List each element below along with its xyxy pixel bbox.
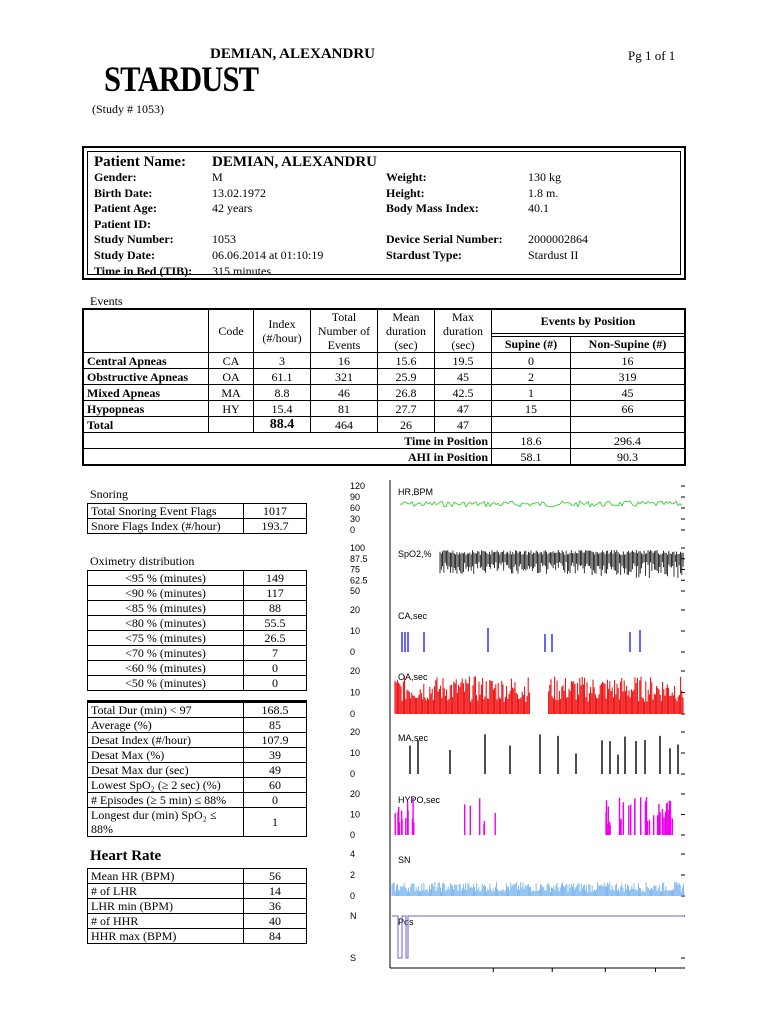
event-name: Obstructive Apneas — [83, 369, 209, 385]
header-patient-name: DEMIAN, ALEXANDRU — [210, 46, 376, 62]
event-name: Central Apneas — [83, 353, 209, 369]
channel-label: Pos — [398, 917, 414, 927]
stat-label: # of LHR — [88, 884, 244, 899]
event-max: 19.5 — [435, 353, 492, 369]
stat-label: Lowest SpO₂ (≥ 2 sec) (%) — [88, 778, 244, 793]
stat-value: 88 — [244, 601, 307, 616]
channel-label: SN — [398, 855, 411, 865]
tick-label: 0 — [350, 830, 356, 840]
stardust-logo: STARDUST — [104, 59, 259, 99]
ahi-in-position-supine: 58.1 — [492, 449, 571, 466]
tick-label: 10 — [350, 748, 361, 758]
event-code — [209, 417, 254, 433]
event-row — [83, 353, 685, 369]
stat-value: 84 — [244, 929, 307, 944]
tick-label: 30 — [350, 514, 361, 524]
stat-label: Mean HR (BPM) — [88, 869, 244, 884]
patient-field-value: 2000002864 — [528, 232, 588, 247]
event-nonsupine: 16 — [571, 353, 686, 369]
ahi-in-position-row — [83, 449, 685, 466]
events-header-mean: Mean duration (sec) — [378, 309, 435, 353]
event-total: 81 — [311, 401, 378, 417]
event-total: 321 — [311, 369, 378, 385]
patient-field-label: Gender: — [94, 170, 137, 184]
patient-field-label: Study Date: — [94, 248, 156, 262]
tick-label: 0 — [350, 891, 356, 901]
tick-label: 0 — [350, 647, 356, 657]
event-index: 3 — [254, 353, 311, 369]
event-mean: 25.9 — [378, 369, 435, 385]
stat-label: <90 % (minutes) — [88, 586, 244, 601]
stat-value: 39 — [244, 748, 307, 763]
stat-row — [88, 519, 307, 534]
patient-field-label: Time in Bed (TIB): — [94, 263, 193, 278]
stat-value: 36 — [244, 899, 307, 914]
stat-value: 0 — [244, 676, 307, 691]
events-header-by-position: Events by Position — [492, 309, 686, 333]
stat-row — [88, 616, 307, 631]
event-nonsupine — [571, 417, 686, 433]
stat-row — [88, 929, 307, 944]
event-row — [83, 401, 685, 417]
event-index: 88.4 — [254, 417, 311, 433]
stat-value: 85 — [244, 718, 307, 733]
events-header-blank — [83, 309, 209, 353]
stat-label: # Episodes (≥ 5 min) ≤ 88% — [88, 793, 244, 808]
patient-field-value: 42 years — [212, 201, 253, 216]
patient-field-value: 1.8 m. — [528, 185, 559, 200]
patient-field-label: Patient Age: — [94, 201, 157, 216]
oximetry-distribution-table — [87, 570, 307, 691]
tick-label: 0 — [350, 769, 356, 779]
stat-label: <95 % (minutes) — [88, 571, 244, 586]
patient-field-label: Stardust Type: — [386, 248, 462, 262]
stat-label: <75 % (minutes) — [88, 631, 244, 646]
heart-rate-title: Heart Rate — [90, 848, 162, 864]
event-row — [83, 385, 685, 401]
event-name: Total — [83, 417, 209, 433]
patient-field-value: M — [212, 170, 223, 184]
events-header-total: Total Number of Events — [311, 309, 378, 353]
events-header-nonsupine: Non-Supine (#) — [571, 336, 686, 352]
patient-field-value: Stardust II — [528, 248, 579, 262]
event-supine: 1 — [492, 385, 571, 401]
events-table — [82, 308, 686, 466]
stat-label: <70 % (minutes) — [88, 646, 244, 661]
tick-label: 20 — [350, 666, 361, 676]
stat-row — [88, 793, 307, 808]
tick-label: N — [350, 911, 357, 921]
stat-label: Desat Max (%) — [88, 748, 244, 763]
tick-label: 60 — [350, 503, 361, 513]
time-in-position-row — [83, 433, 685, 449]
channel-label: CA,sec — [398, 611, 428, 621]
patient-field-value: 13.02.1972 — [212, 185, 266, 200]
event-total: 16 — [311, 353, 378, 369]
tick-label: 50 — [350, 586, 361, 596]
channel-label: HR,BPM — [398, 487, 434, 497]
ahi-in-position-label: AHI in Position — [83, 449, 492, 466]
event-row — [83, 369, 685, 385]
stat-row — [88, 899, 307, 914]
stat-row — [88, 571, 307, 586]
stat-row — [88, 504, 307, 519]
stat-row — [88, 646, 307, 661]
channel-label: SpO2,% — [398, 549, 432, 559]
event-mean: 26.8 — [378, 385, 435, 401]
tick-label: 75 — [350, 564, 361, 575]
patient-name-value: DEMIAN, ALEXANDRU — [212, 154, 378, 170]
event-code: CA — [209, 353, 254, 369]
events-header-supine: Supine (#) — [492, 336, 571, 352]
time-in-position-label: Time in Position — [83, 433, 492, 449]
stat-label: Longest dur (min) SpO₂ ≤ 88% — [88, 808, 244, 837]
event-mean: 27.7 — [378, 401, 435, 417]
stat-value: 60 — [244, 778, 307, 793]
event-nonsupine: 319 — [571, 369, 686, 385]
patient-field-value: 1053 — [212, 232, 236, 247]
stat-value: 168.5 — [244, 702, 307, 718]
stat-value: 0 — [244, 661, 307, 676]
stat-row — [88, 748, 307, 763]
event-total: 46 — [311, 385, 378, 401]
patient-field-label: Weight: — [386, 170, 427, 184]
tick-label: 4 — [350, 849, 356, 859]
event-name: Hypopneas — [83, 401, 209, 417]
pos-trace — [392, 916, 684, 958]
stat-value: 56 — [244, 869, 307, 884]
stat-value: 55.5 — [244, 616, 307, 631]
event-supine — [492, 417, 571, 433]
tick-label: 0 — [350, 525, 356, 535]
stat-row — [88, 763, 307, 778]
snoring-table — [87, 503, 307, 534]
tick-label: 10 — [350, 687, 361, 698]
event-max: 42.5 — [435, 385, 492, 401]
events-header-index: Index (#/hour) — [254, 309, 311, 353]
tick-label: 20 — [350, 727, 361, 737]
events-header-max: Max duration (sec) — [435, 309, 492, 353]
oximetry-caption: Oximetry distribution — [90, 554, 195, 568]
event-code: HY — [209, 401, 254, 417]
tick-label: 100 — [350, 543, 366, 553]
tick-label: 62.5 — [350, 575, 368, 586]
event-mean: 26 — [378, 417, 435, 433]
stat-row — [88, 676, 307, 691]
stat-label: Total Dur (min) < 97 — [88, 702, 244, 718]
patient-name-label: Patient Name: — [94, 154, 187, 170]
stat-row — [88, 661, 307, 676]
stat-row — [88, 702, 307, 718]
time-in-position-supine: 18.6 — [492, 433, 571, 449]
stat-label: <60 % (minutes) — [88, 661, 244, 676]
event-name: Mixed Apneas — [83, 385, 209, 401]
event-max: 47 — [435, 417, 492, 433]
stat-label: # of HHR — [88, 914, 244, 929]
event-supine: 15 — [492, 401, 571, 417]
stat-label: LHR min (BPM) — [88, 899, 244, 914]
event-total: 464 — [311, 417, 378, 433]
tick-label: 20 — [350, 789, 361, 799]
stat-row — [88, 586, 307, 601]
channel-label: MA,sec — [398, 733, 429, 743]
stat-label: Snore Flags Index (#/hour) — [88, 519, 244, 534]
study-number: (Study # 1053) — [92, 102, 164, 116]
patient-field-label: Study Number: — [94, 232, 174, 247]
hr-trace — [400, 501, 682, 507]
tick-label: 10 — [350, 626, 361, 636]
stat-value: 0 — [244, 793, 307, 808]
patient-field-label: Birth Date: — [94, 185, 153, 200]
tick-label: 20 — [350, 605, 361, 615]
stat-label: <80 % (minutes) — [88, 616, 244, 631]
tick-label: 2 — [350, 870, 356, 880]
tick-label: S — [350, 953, 357, 963]
stat-value: 117 — [244, 586, 307, 601]
heart-rate-table — [87, 868, 307, 944]
stat-label: Average (%) — [88, 718, 244, 733]
tick-label: 87.5 — [350, 553, 368, 564]
stat-label: Desat Index (#/hour) — [88, 733, 244, 748]
event-code: MA — [209, 385, 254, 401]
stat-row — [88, 808, 307, 837]
stat-row — [88, 733, 307, 748]
tick-label: 120 — [350, 481, 366, 491]
stat-row — [88, 631, 307, 646]
stat-value: 14 — [244, 884, 307, 899]
events-caption: Events — [90, 294, 123, 308]
stat-value: 193.7 — [244, 519, 307, 534]
stat-value: 1 — [244, 808, 307, 837]
stat-row — [88, 869, 307, 884]
stat-label: HHR max (BPM) — [88, 929, 244, 944]
time-in-position-nonsupine: 296.4 — [571, 433, 686, 449]
stat-value: 40 — [244, 914, 307, 929]
stat-value: 7 — [244, 646, 307, 661]
tick-label: 10 — [350, 809, 361, 820]
patient-info-inner — [87, 151, 681, 278]
stat-value: 149 — [244, 571, 307, 586]
stat-row — [88, 914, 307, 929]
patient-field-label: Device Serial Number: — [386, 232, 503, 247]
patient-field-value: 315 minutes — [212, 263, 271, 278]
patient-field-label: Height: — [386, 185, 425, 200]
stat-value: 107.9 — [244, 733, 307, 748]
stat-row — [88, 718, 307, 733]
event-nonsupine: 45 — [571, 385, 686, 401]
patient-field-value: 40.1 — [528, 201, 549, 216]
stat-row — [88, 778, 307, 793]
event-supine: 2 — [492, 369, 571, 385]
event-max: 47 — [435, 401, 492, 417]
patient-field-label: Patient ID: — [94, 216, 151, 231]
polygraphy-svg — [340, 478, 690, 973]
patient-field-value: 06.06.2014 at 01:10:19 — [212, 248, 324, 262]
tick-label: 90 — [350, 492, 361, 502]
event-max: 45 — [435, 369, 492, 385]
event-code: OA — [209, 369, 254, 385]
snoring-caption: Snoring — [90, 487, 129, 501]
page-number: Pg 1 of 1 — [628, 48, 676, 63]
event-index: 8.8 — [254, 385, 311, 401]
tick-label: 0 — [350, 709, 356, 719]
channel-label: HYPO,sec — [398, 795, 441, 805]
stat-row — [88, 601, 307, 616]
events-header-code: Code — [209, 309, 254, 353]
stat-value: 1017 — [244, 504, 307, 519]
stat-value: 26.5 — [244, 631, 307, 646]
event-row — [83, 417, 685, 433]
event-nonsupine: 66 — [571, 401, 686, 417]
stat-label: Desat Max dur (sec) — [88, 763, 244, 778]
event-index: 15.4 — [254, 401, 311, 417]
patient-field-label: Body Mass Index: — [386, 201, 479, 216]
event-mean: 15.6 — [378, 353, 435, 369]
channel-label: OA,sec — [398, 672, 428, 682]
polygraphy-chart — [340, 478, 690, 973]
stat-row — [88, 884, 307, 899]
event-supine: 0 — [492, 353, 571, 369]
stat-label: <50 % (minutes) — [88, 676, 244, 691]
patient-field-value: 130 kg — [528, 170, 561, 184]
oximetry-stats-table — [87, 700, 307, 837]
patient-info-box — [82, 146, 686, 280]
ahi-in-position-nonsupine: 90.3 — [571, 449, 686, 466]
stat-label: Total Snoring Event Flags — [88, 504, 244, 519]
event-index: 61.1 — [254, 369, 311, 385]
stat-label: <85 % (minutes) — [88, 601, 244, 616]
stat-value: 49 — [244, 763, 307, 778]
events-header-row — [83, 309, 685, 333]
